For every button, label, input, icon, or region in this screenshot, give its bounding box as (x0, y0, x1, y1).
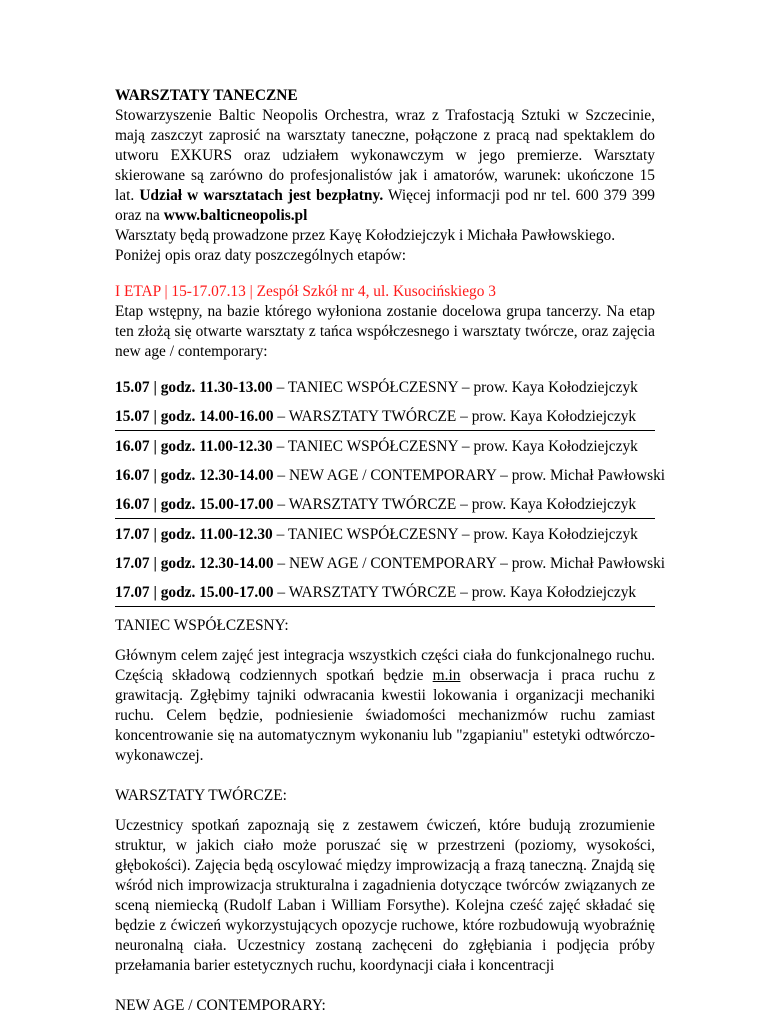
schedule-row (115, 460, 666, 489)
taniec-text-1: Głównym celem zajęć jest integracja wszystkich części ciała do funkcjonalnego ruchu. Częścią składową codziennych spotkań będzie (115, 647, 655, 684)
taniec-text-2: obserwacja i praca ruchu z grawitacją. Zgłębimy tajniki odwracania kwestii lokowania i organizacji mechaniki ruchu. Celem będzie, podniesienie świadomości mechanizmów ruchu zamiast koncentrowanie się na automatycznym wykonaniu lub "zgapianiu" estetyki odtwórczo-wykonawczej. (115, 667, 655, 764)
schedule-row (115, 372, 655, 401)
min-link[interactable]: m.in (432, 667, 461, 684)
tworcze-heading: WARSZTATY TWÓRCZE: (115, 787, 287, 804)
schedule-row (115, 401, 655, 431)
intro-paragraph (115, 106, 655, 226)
intro-text-1: Stowarzyszenie Baltic Neopolis Orchestra, wraz z Trafostacją Sztuki w Szczecinie, mają zaszczyt zaprosić na warsztaty taneczne, połączone z pracą nad spektaklem do utworu EXKURS oraz udziałem wykonawczym w jego premierze. Warsztaty skierowane są zarówno do profesjonalistów jak i amatorów, warunek: ukończone 15 lat. (115, 107, 655, 204)
schedule-date: 17.07 | godz. 11.00-12.30 (115, 526, 273, 543)
schedule-list (115, 372, 666, 607)
intro-text-2: Więcej informacji pod nr tel. 600 379 399 oraz na (115, 187, 655, 224)
schedule-date: 16.07 | godz. 15.00-17.00 (115, 496, 274, 513)
schedule-date: 16.07 | godz. 12.30-14.00 (115, 467, 274, 484)
free-participation-note: Udział w warsztatach jest bezpłatny. (139, 187, 384, 204)
schedule-date: 15.07 | godz. 11.30-13.00 (115, 379, 273, 396)
schedule-row (115, 577, 655, 607)
taniec-body (115, 646, 655, 766)
schedule-activity: – TANIEC WSPÓŁCZESNY – prow. Kaya Kołodziejczyk (272, 438, 638, 455)
document-page (115, 86, 666, 1026)
schedule-activity: – WARSZTATY TWÓRCZE – prow. Kaya Kołodziejczyk (273, 496, 637, 513)
stage-heading: I ETAP | 15-17.07.13 | Zespół Szkół nr 4, ul. Kusocińskiego 3 (115, 283, 496, 300)
stage-description: Etap wstępny, na bazie którego wyłoniona zostanie docelowa grupa tancerzy. Na etap ten złożą się otwarte warsztaty z tańca współczesnego i warsztaty twórcze, oraz zajęcia new age / contemporary: (115, 303, 655, 360)
document-title: WARSZTATY TANECZNE (115, 87, 298, 104)
schedule-activity: – NEW AGE / CONTEMPORARY – prow. Michał Pawłowski (273, 467, 666, 484)
website-link[interactable]: www.balticneopolis.pl (163, 207, 308, 224)
schedule-activity: – TANIEC WSPÓŁCZESNY – prow. Kaya Kołodziejczyk (272, 379, 638, 396)
schedule-date: 15.07 | godz. 14.00-16.00 (115, 408, 274, 425)
schedule-date: 17.07 | godz. 12.30-14.00 (115, 555, 274, 572)
schedule-row (115, 431, 655, 460)
schedule-date: 16.07 | godz. 11.00-12.30 (115, 438, 273, 455)
schedule-activity: – TANIEC WSPÓŁCZESNY – prow. Kaya Kołodziejczyk (272, 526, 638, 543)
schedule-activity: – WARSZTATY TWÓRCZE – prow. Kaya Kołodziejczyk (273, 408, 637, 425)
schedule-row (115, 548, 666, 577)
schedule-activity: – WARSZTATY TWÓRCZE – prow. Kaya Kołodziejczyk (273, 584, 637, 601)
schedule-row (115, 519, 655, 548)
tworcze-body: Uczestnicy spotkań zapoznają się z zestawem ćwiczeń, które budują zrozumienie struktur, w jakich ciało może poruszać się w przestrzeni (poziomy, wysokości, głębokości). Zajęcia będą oscylować między improwizacją a frazą taneczną. Znajdą się wśród nich improwizacja strukturalna i zagadnienia dotyczące twórców związanych ze sceną niemiecką (Rudolf Laban i William Forsythe). Kolejna cześć zajęć składać się będzie z ćwiczeń wykorzystujących opozycje ruchowe, które rozbudowują wyobraźnię neuronalną ciała. Uczestnicy zostaną zachęceni do zgłębiania i podjęcia próby przełamania barier estetycznych ruchu, koordynacji ciała i koncentracji (115, 817, 655, 974)
taniec-heading: TANIEC WSPÓŁCZESNY: (115, 617, 289, 634)
newage-heading: NEW AGE / CONTEMPORARY: (115, 997, 326, 1014)
schedule-row (115, 489, 655, 519)
schedule-date: 17.07 | godz. 15.00-17.00 (115, 584, 274, 601)
schedule-activity: – NEW AGE / CONTEMPORARY – prow. Michał Pawłowski (273, 555, 666, 572)
intro-instructors: Warsztaty będą prowadzone przez Kayę Kołodziejczyk i Michała Pawłowskiego. Poniżej opis oraz daty poszczególnych etapów: (115, 227, 616, 264)
